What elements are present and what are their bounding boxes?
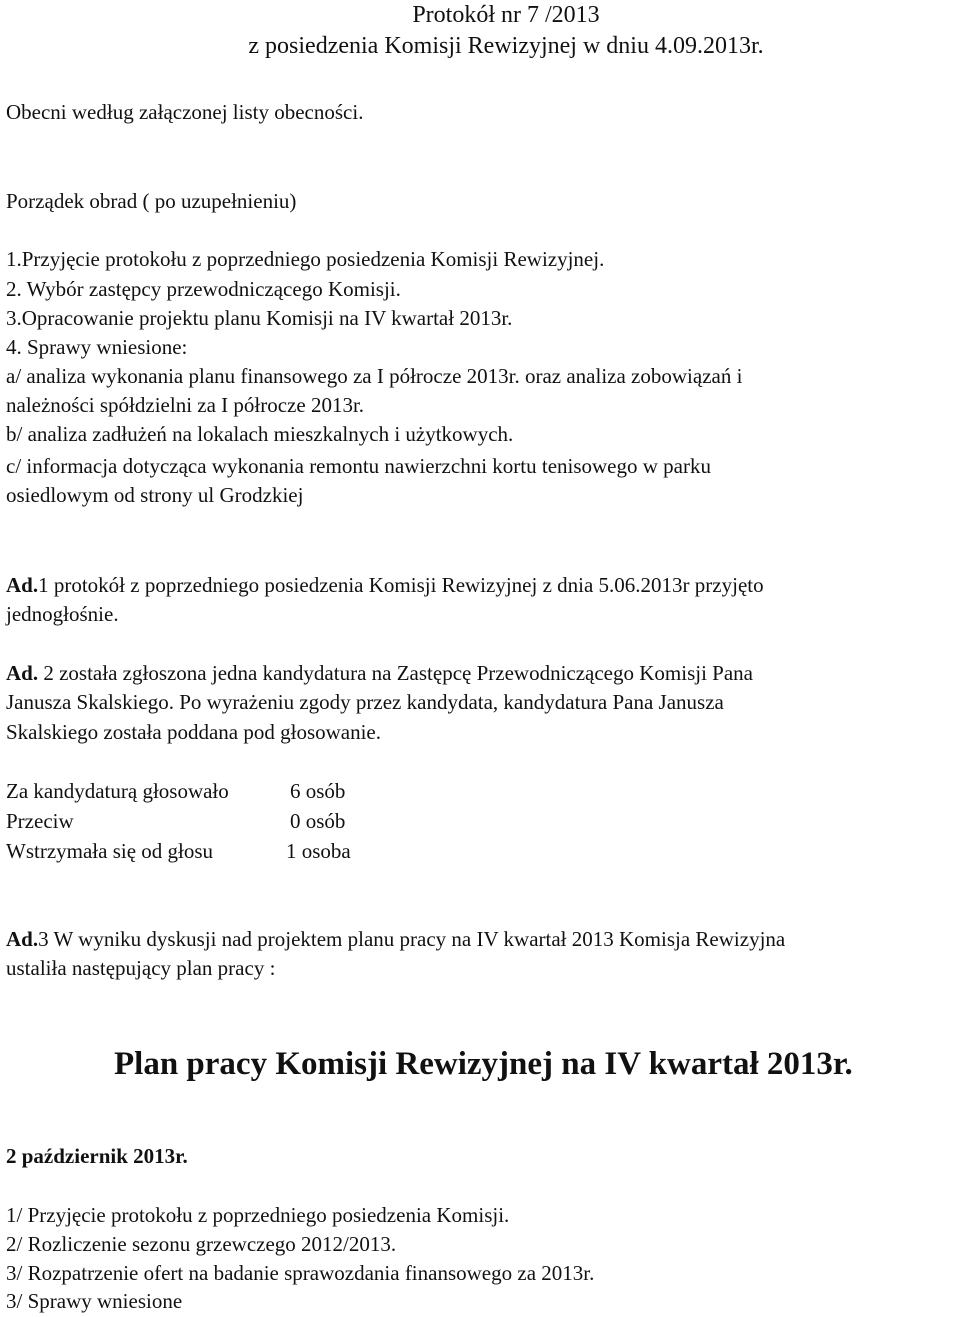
ad3-text-cont: ustaliła następujący plan pracy : — [6, 956, 276, 980]
ad1-paragraph — [6, 571, 764, 600]
plan-title: Plan pracy Komisji Rewizyjnej na IV kwartał 2013r. — [114, 1046, 853, 1082]
vote-row-for — [6, 777, 345, 806]
ad3-label: Ad. — [6, 927, 39, 951]
agenda-item: c/ informacja dotycząca wykonania remontu nawierzchni kortu tenisowego w parku — [6, 454, 711, 478]
plan-item: 3/ Sprawy wniesione — [6, 1289, 183, 1313]
title-line-1: Protokół nr 7 /2013 — [412, 2, 600, 28]
vote-label: Przeciw — [6, 809, 74, 833]
agenda-item: należności spółdzielni za I półrocze 2013r. — [6, 393, 365, 417]
plan-item: 3/ Rozpatrzenie ofert na badanie sprawozdania finansowego za 2013r. — [6, 1261, 595, 1285]
ad2-text-cont: Janusza Skalskiego. Po wyrażeniu zgody przez kandydata, kandydatura Pana Janusza — [6, 690, 724, 714]
agenda-item: 4. Sprawy wniesione: — [6, 335, 188, 359]
attendance-note: Obecni według załączonej listy obecności. — [6, 100, 364, 124]
agenda-item: 3.Opracowanie projektu planu Komisji na IV kwartał 2013r. — [6, 306, 513, 330]
vote-row-against — [6, 807, 345, 836]
agenda-item: osiedlowym od strony ul Grodzkiej — [6, 483, 304, 507]
agenda-item: 1.Przyjęcie protokołu z poprzedniego posiedzenia Komisji Rewizyjnej. — [6, 247, 605, 271]
ad1-text-cont: jednogłośnie. — [6, 602, 119, 626]
plan-item: 1/ Przyjęcie protokołu z poprzedniego posiedzenia Komisji. — [6, 1203, 510, 1227]
plan-date: 2 październik 2013r. — [6, 1144, 188, 1168]
plan-item: 2/ Rozliczenie sezonu grzewczego 2012/2013. — [6, 1232, 397, 1256]
ad2-text: 2 została zgłoszona jedna kandydatura na Zastępcę Przewodniczącego Komisji Pana — [38, 661, 754, 685]
agenda-item: a/ analiza wykonania planu finansowego za I półrocze 2013r. oraz analiza zobowiązań i — [6, 364, 743, 388]
vote-value: 1 osoba — [286, 839, 351, 863]
vote-value: 6 osób — [290, 779, 346, 803]
vote-row-abstain — [6, 837, 351, 866]
ad3-text: 3 W wyniku dyskusji nad projektem planu pracy na IV kwartał 2013 Komisja Rewizyjna — [38, 927, 786, 951]
ad1-label: Ad. — [6, 573, 39, 597]
vote-value: 0 osób — [290, 809, 346, 833]
ad1-text: 1 protokół z poprzedniego posiedzenia Komisji Rewizyjnej z dnia 5.06.2013r przyjęto — [38, 573, 764, 597]
vote-label: Za kandydaturą głosowało — [6, 779, 229, 803]
title-line-2: z posiedzenia Komisji Rewizyjnej w dniu 4.09.2013r. — [248, 33, 764, 59]
agenda-heading: Porządek obrad ( po uzupełnieniu) — [6, 189, 297, 213]
agenda-item: b/ analiza zadłużeń na lokalach mieszkalnych i użytkowych. — [6, 422, 514, 446]
ad3-paragraph — [6, 925, 785, 954]
ad2-text-cont: Skalskiego została poddana pod głosowanie. — [6, 720, 382, 744]
protocol-title — [6, 0, 960, 62]
agenda-item: 2. Wybór zastępcy przewodniczącego Komisji. — [6, 277, 401, 301]
ad2-label: Ad. — [6, 661, 39, 685]
ad2-paragraph — [6, 659, 753, 688]
vote-label: Wstrzymała się od głosu — [6, 839, 214, 863]
